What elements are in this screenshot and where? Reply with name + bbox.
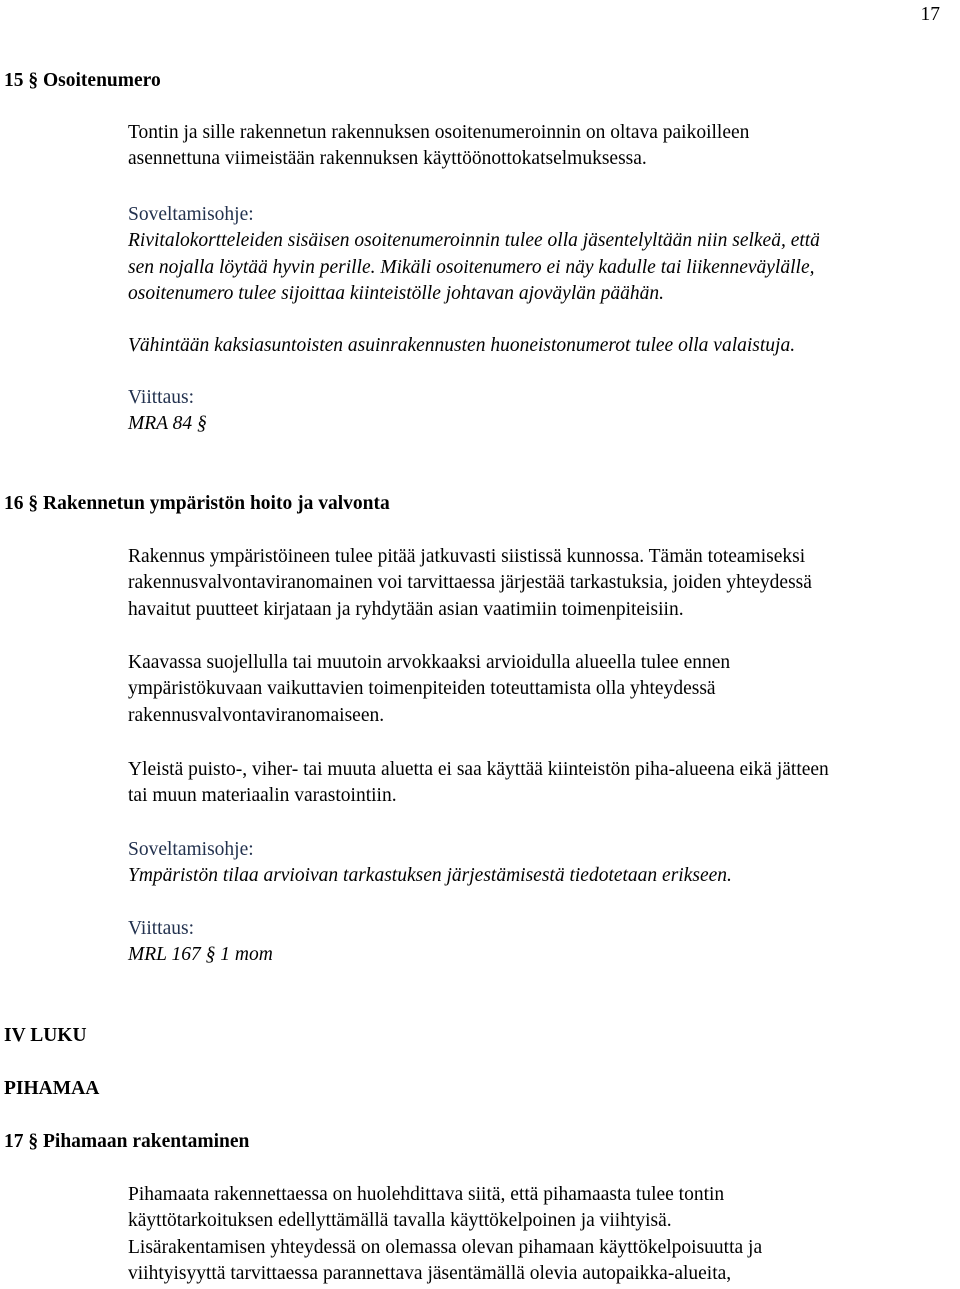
- guidance-line: Vähintään kaksiasuntoisten asuinrakennusten huoneistonumerot tulee olla valaistuja.: [128, 335, 796, 356]
- page-number: 17: [920, 4, 940, 25]
- paragraph-line: Pihamaata rakennettaessa on huolehdittava siitä, että pihamaasta tulee tontin: [128, 1184, 725, 1205]
- paragraph-line: ympäristökuvaan vaikuttavien toimenpiteiden toteuttamista olla yhteydessä: [128, 678, 716, 699]
- guidance-line: sen nojalla löytää hyvin perille. Mikäli osoitenumero ei näy kadulle tai liikenneväylälle,: [128, 257, 815, 278]
- paragraph-line: tai muun materiaalin varastointiin.: [128, 785, 397, 806]
- chapter-number: IV LUKU: [4, 1025, 87, 1046]
- paragraph-line: Kaavassa suojellulla tai muutoin arvokkaaksi arvioidulla alueella tulee ennen: [128, 652, 731, 673]
- paragraph-line: Lisärakentamisen yhteydessä on olemassa olevan pihamaan käyttökelpoisuutta ja: [128, 1237, 763, 1258]
- guidance-label: Soveltamisohje:: [128, 839, 254, 860]
- guidance-line: Rivitalokortteleiden sisäisen osoitenumeroinnin tulee olla jäsentelyltään niin selkeä, että: [128, 230, 820, 251]
- reference-text: MRA 84 §: [128, 413, 207, 434]
- paragraph-line: Tontin ja sille rakennetun rakennuksen osoitenumeroinnin on oltava paikoilleen: [128, 122, 750, 143]
- paragraph-line: viihtyisyyttä tarvittaessa parannettava jäsentämällä olevia autopaikka-alueita,: [128, 1263, 732, 1284]
- section-heading-17: 17 § Pihamaan rakentaminen: [4, 1131, 250, 1152]
- section-heading-15: 15 § Osoitenumero: [4, 70, 161, 91]
- paragraph-line: rakennusvalvontaviranomaiseen.: [128, 705, 385, 726]
- reference-text: MRL 167 § 1 mom: [128, 944, 273, 965]
- paragraph-line: Rakennus ympäristöineen tulee pitää jatkuvasti siistissä kunnossa. Tämän toteamiseksi: [128, 546, 806, 567]
- chapter-title: PIHAMAA: [4, 1078, 100, 1099]
- paragraph-line: asennettuna viimeistään rakennuksen käyttöönottokatselmuksessa.: [128, 148, 647, 169]
- guidance-label: Soveltamisohje:: [128, 204, 254, 225]
- guidance-line: osoitenumero tulee sijoittaa kiinteistölle johtavan ajoväylän päähän.: [128, 283, 664, 304]
- section-heading-16: 16 § Rakennetun ympäristön hoito ja valvonta: [4, 493, 390, 514]
- paragraph-line: rakennusvalvontaviranomainen voi tarvittaessa järjestää tarkastuksia, joiden yhteydessä: [128, 572, 812, 593]
- reference-label: Viittaus:: [128, 387, 194, 408]
- guidance-line: Ympäristön tilaa arvioivan tarkastuksen järjestämisestä tiedotetaan erikseen.: [128, 865, 732, 886]
- paragraph-line: havaitut puutteet kirjataan ja ryhdytään asian vaatimiin toimenpiteisiin.: [128, 599, 684, 620]
- reference-label: Viittaus:: [128, 918, 194, 939]
- paragraph-line: käyttötarkoituksen edellyttämällä tavalla käyttökelpoinen ja viihtyisä.: [128, 1210, 672, 1231]
- paragraph-line: Yleistä puisto-, viher- tai muuta aluetta ei saa käyttää kiinteistön piha-alueena eikä jätteen: [128, 759, 829, 780]
